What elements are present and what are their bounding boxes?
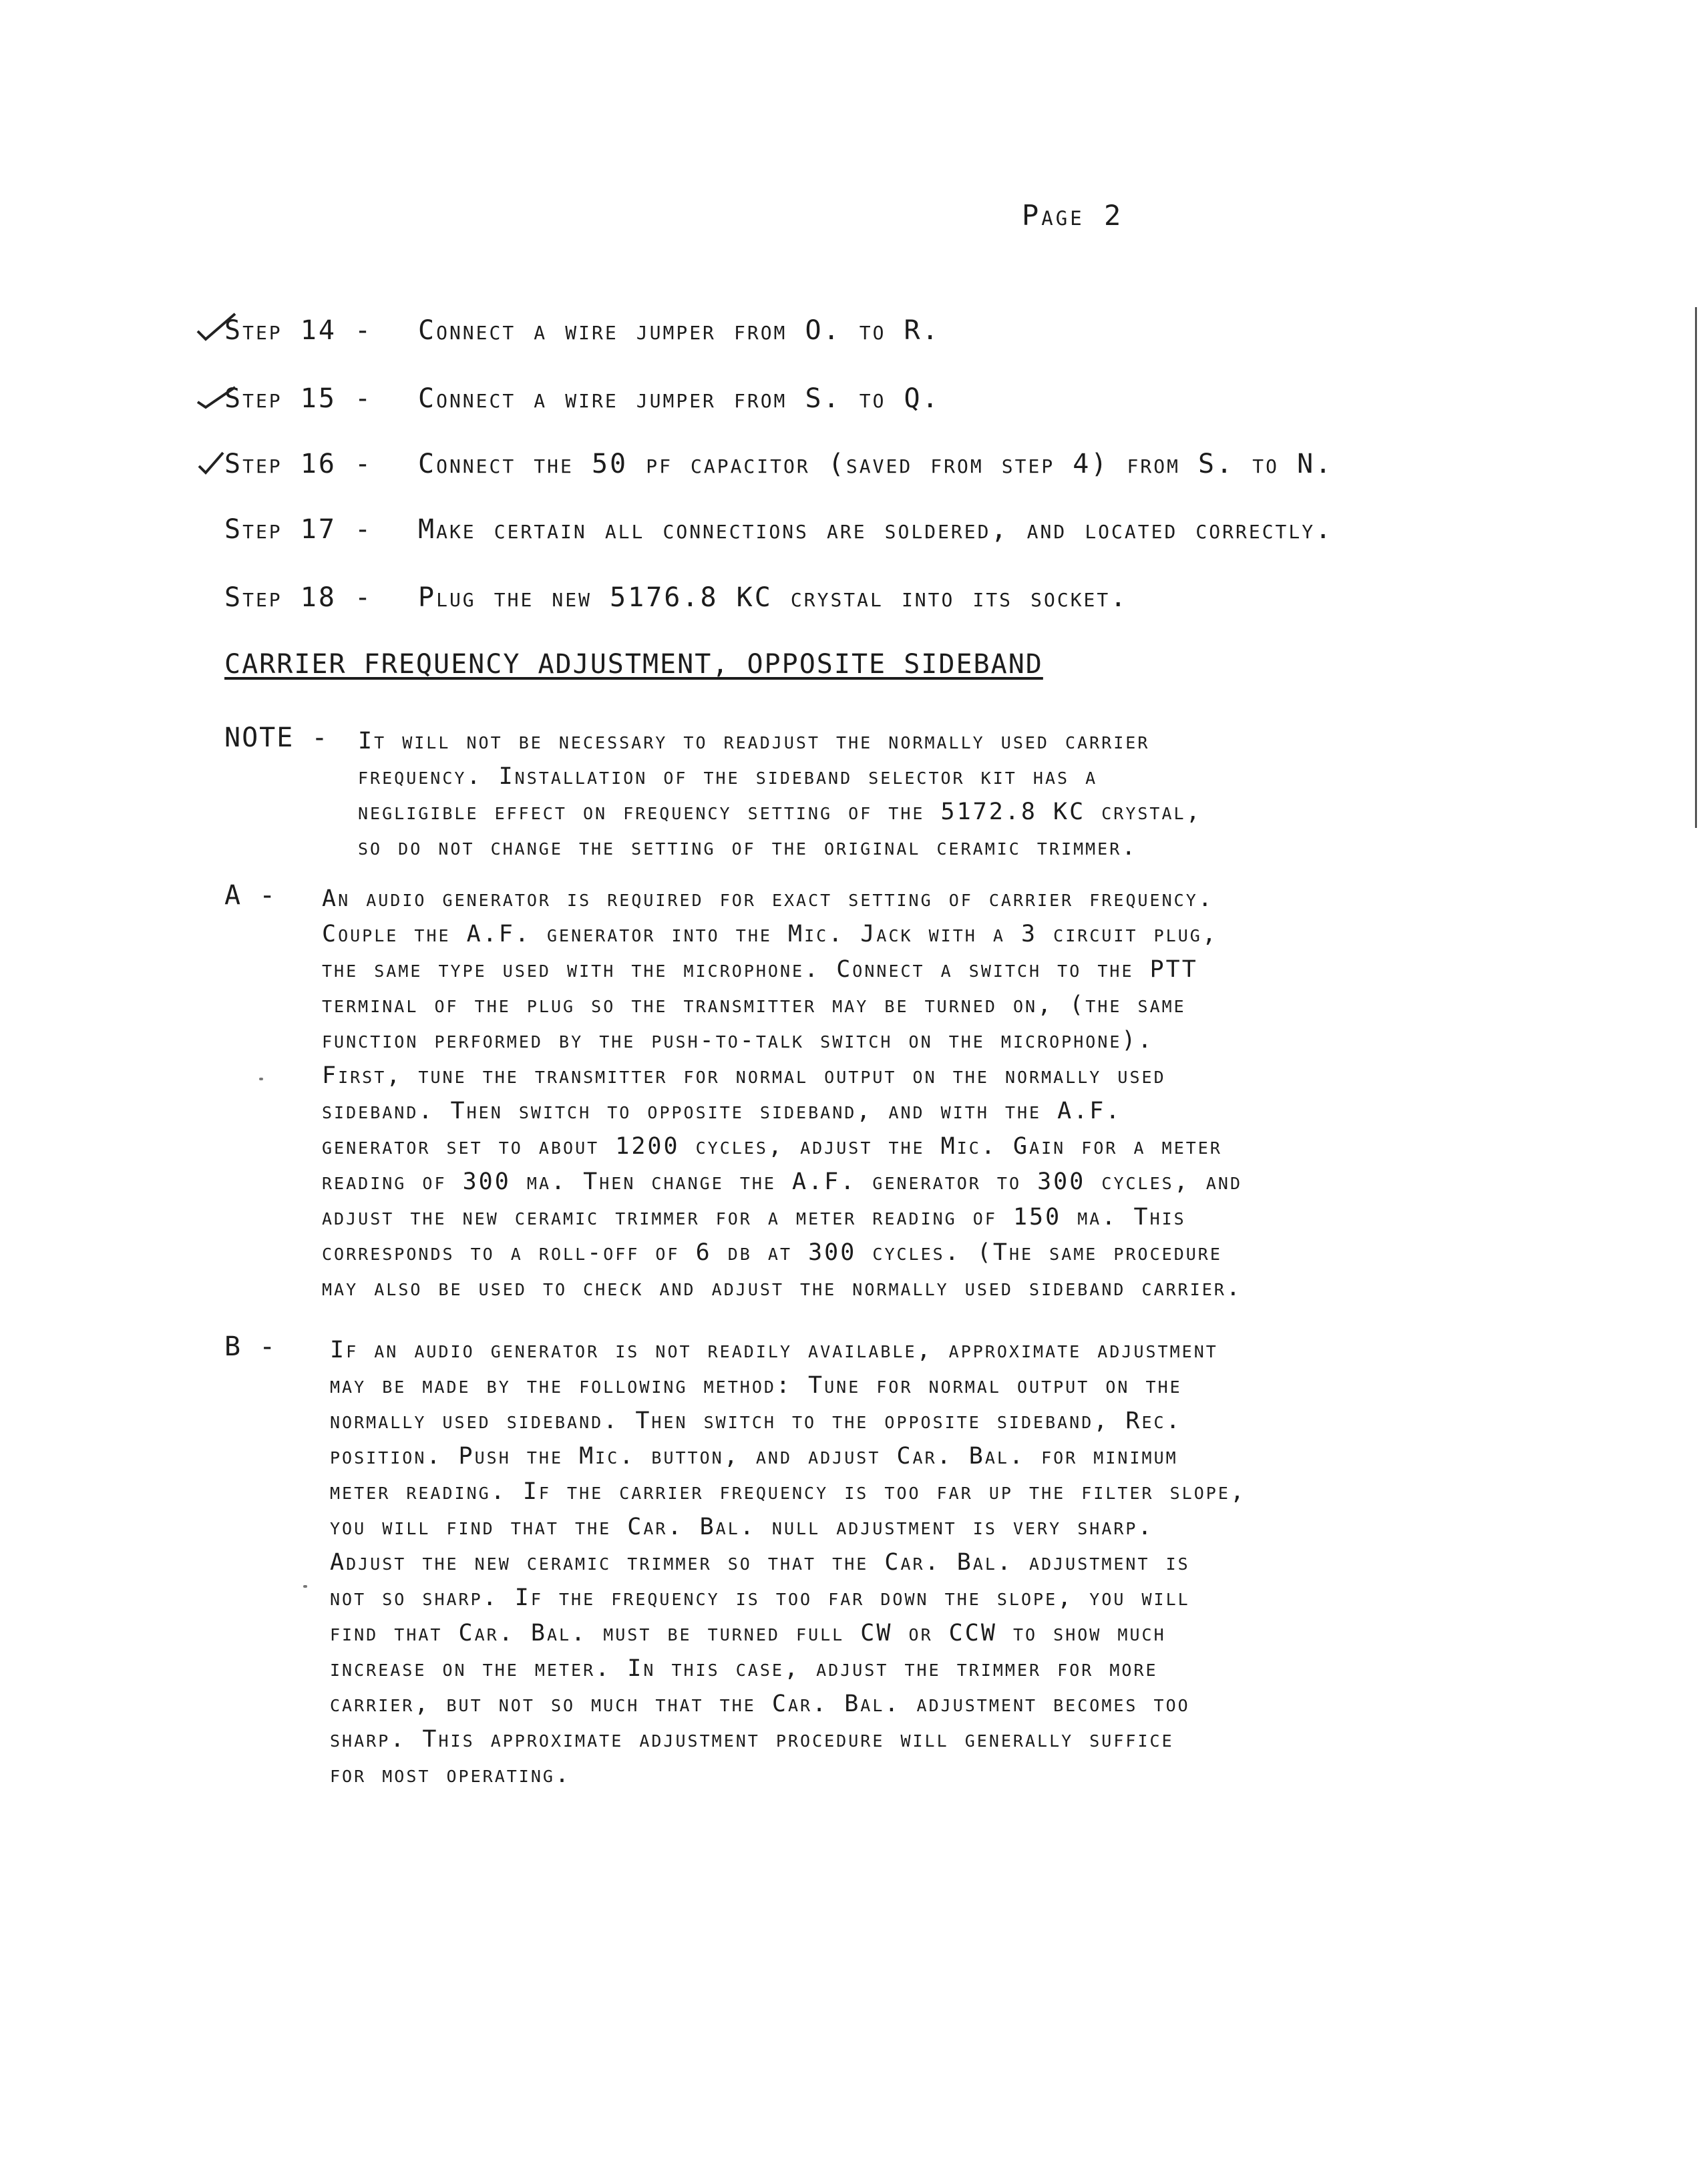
paragraph-line: you will find that the Car. Bal. null adjustment is very sharp. (330, 1514, 1154, 1540)
step-15 (199, 383, 940, 414)
step-17 (199, 514, 1333, 545)
section-heading: CARRIER FREQUENCY ADJUSTMENT, OPPOSITE SIDEBAND (224, 649, 1043, 680)
paragraph-line: Couple the A.F. generator into the Mic. Jack with a 3 circuit plug, (322, 921, 1218, 947)
paragraph-line: the same type used with the microphone. Connect a switch to the PTT (322, 956, 1198, 983)
paragraph-a-label: A - (224, 880, 277, 911)
step-text: Make certain all connections are soldered, and located correctly. (418, 514, 1334, 545)
checkmark-icon (196, 378, 236, 411)
paragraph-b-body (330, 1333, 1246, 1793)
scan-speck (303, 1585, 307, 1588)
paragraph-line: position. Push the Mic. button, and adjust Car. Bal. for minimum (330, 1443, 1178, 1470)
paragraph-line: sharp. This approximate adjustment procedure will generally suffice (330, 1726, 1174, 1753)
checkmark-icon (196, 443, 236, 477)
page-number: Page 2 (1022, 199, 1124, 232)
step-text: Connect a wire jumper from O. to R. (418, 315, 940, 346)
paragraph-line: generator set to about 1200 cycles, adjust the Mic. Gain for a meter (322, 1133, 1222, 1160)
step-label: Step 17 - (224, 514, 373, 545)
step-14 (199, 315, 940, 346)
paragraph-line: not so sharp. If the frequency is too far down the slope, you will (330, 1584, 1190, 1611)
step-18 (199, 582, 1128, 613)
checkmark-icon (196, 310, 236, 343)
step-label: Step 18 - (224, 582, 373, 613)
paragraph-a-body (322, 881, 1242, 1306)
paragraph-line: function performed by the push-to-talk switch on the microphone). (322, 1027, 1154, 1054)
step-text: Connect the 50 pf capacitor (saved from step 4) from S. to N. (418, 449, 1334, 479)
paragraph-line: meter reading. If the carrier frequency is too far up the filter slope, (330, 1478, 1246, 1505)
paragraph-line: If an audio generator is not readily available, approximate adjustment (330, 1337, 1218, 1363)
paragraph-line: reading of 300 ma. Then change the A.F. generator to 300 cycles, and (322, 1168, 1242, 1195)
paragraph-line: An audio generator is required for exact setting of carrier frequency. (322, 885, 1214, 912)
paragraph-line: corresponds to a roll-off of 6 db at 300 cycles. (The same procedure (322, 1239, 1222, 1266)
scan-speck (259, 1078, 263, 1080)
step-label: Step 15 - (224, 383, 373, 414)
note-line: It will not be necessary to readjust the normally used carrier (358, 728, 1150, 754)
paragraph-line: for most operating. (330, 1761, 572, 1788)
step-label: Step 14 - (224, 315, 373, 346)
paragraph-b-label: B - (224, 1331, 277, 1362)
paragraph-line: terminal of the plug so the transmitter may be turned on, (the same (322, 992, 1186, 1018)
note-label: NOTE - (224, 722, 329, 753)
note-line: frequency. Installation of the sideband selector kit has a (358, 763, 1098, 790)
paragraph-line: may be made by the following method: Tune for normal output on the (330, 1372, 1182, 1399)
scan-edge-line (1695, 307, 1697, 828)
paragraph-line: adjust the new ceramic trimmer for a meter reading of 150 ma. This (322, 1204, 1186, 1231)
paragraph-line: normally used sideband. Then switch to the opposite sideband, Rec. (330, 1407, 1182, 1434)
paragraph-line: sideband. Then switch to opposite sideband, and with the A.F. (322, 1098, 1122, 1124)
paragraph-line: Adjust the new ceramic trimmer so that the Car. Bal. adjustment is (330, 1549, 1190, 1576)
paragraph-line: may also be used to check and adjust the normally used sideband carrier. (322, 1275, 1242, 1301)
paragraph-line: increase on the meter. In this case, adjust the trimmer for more (330, 1655, 1158, 1682)
paragraph-line: carrier, but not so much that the Car. Bal. adjustment becomes too (330, 1691, 1190, 1717)
note-line: so do not change the setting of the original ceramic trimmer. (358, 834, 1138, 861)
paragraph-line: find that Car. Bal. must be turned full CW or CCW to show much (330, 1620, 1166, 1647)
step-text: Connect a wire jumper from S. to Q. (418, 383, 940, 414)
step-16 (199, 449, 1333, 479)
note-body (358, 724, 1202, 865)
paragraph-line: First, tune the transmitter for normal output on the normally used (322, 1062, 1166, 1089)
step-label: Step 16 - (224, 449, 373, 479)
step-text: Plug the new 5176.8 KC crystal into its socket. (418, 582, 1129, 613)
note-line: negligible effect on frequency setting of the 5172.8 KC crystal, (358, 799, 1202, 825)
